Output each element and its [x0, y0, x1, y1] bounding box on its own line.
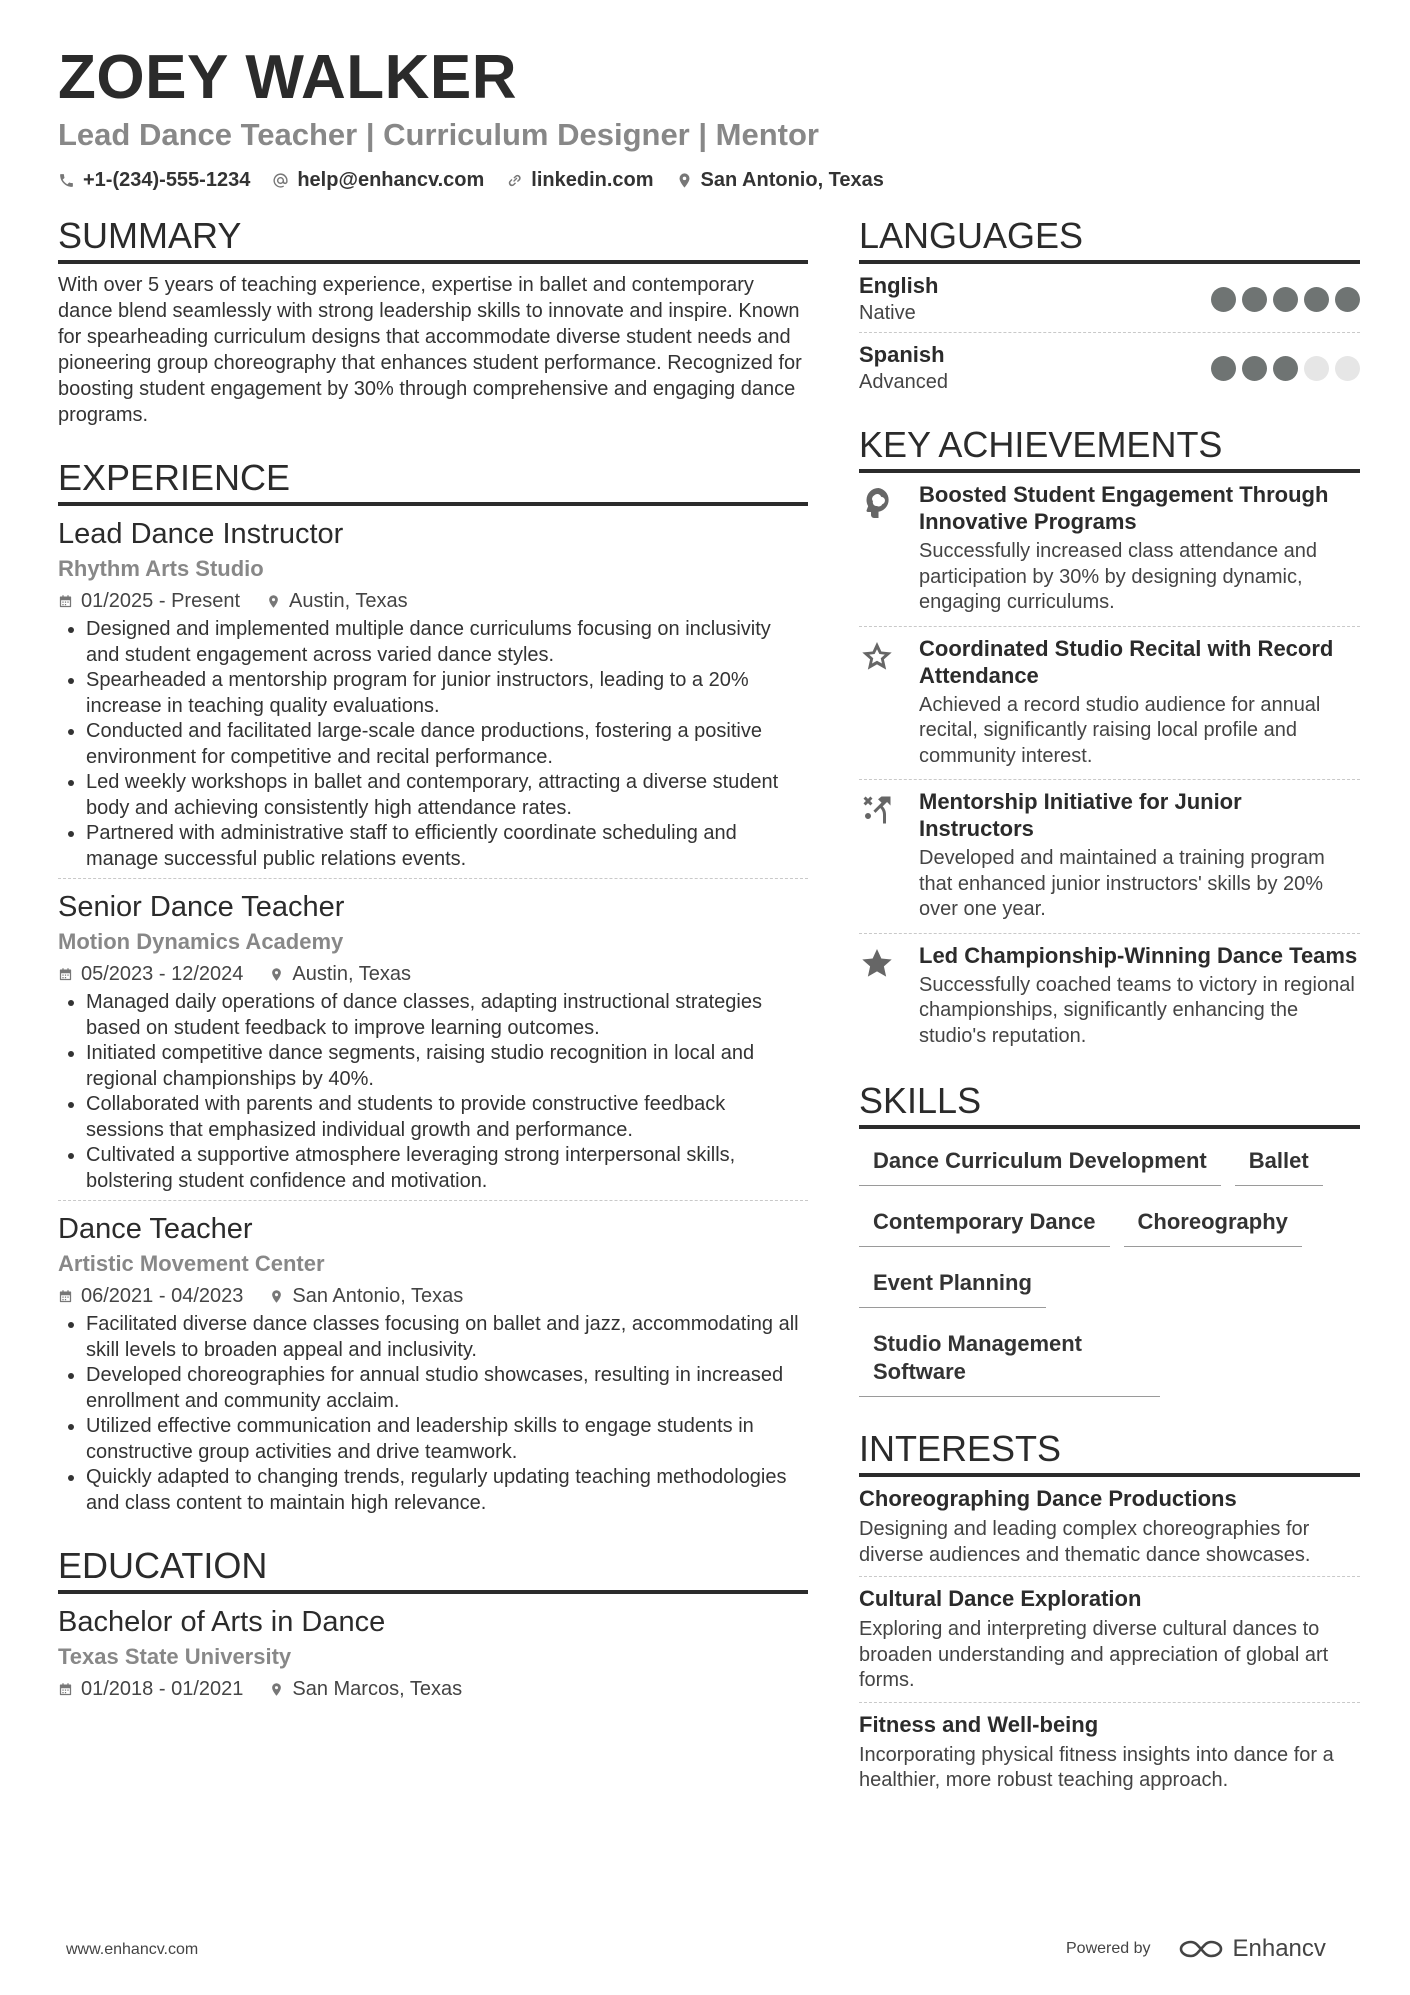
- job-location: [266, 587, 408, 615]
- education-entry: [58, 1604, 808, 1709]
- education-dates-text: 01/2018 - 01/2021: [81, 1678, 244, 1700]
- achievement-item: [859, 934, 1360, 1060]
- interests-heading: INTERESTS: [859, 1427, 1360, 1477]
- job-dates: [58, 960, 243, 988]
- skills-list: [859, 1135, 1360, 1407]
- job-bullet: • Led weekly workshops in ballet and contemporary, attracting a diverse student body and achieving consistently high attendance rates.: [86, 770, 808, 821]
- calendar-icon: [58, 967, 73, 982]
- job-entry: [58, 516, 808, 879]
- education-degree: Bachelor of Arts in Dance: [58, 1606, 386, 1638]
- footer-branding: [1066, 1935, 1326, 1963]
- rating-dot: [1273, 356, 1298, 381]
- education-location-text: San Marcos, Texas: [292, 1678, 463, 1700]
- rating-dot: [1273, 287, 1298, 312]
- job-meta: [58, 960, 808, 988]
- job-bullet: • Quickly adapted to changing trends, regularly updating teaching methodologies and class content to maintain high relevance.: [86, 1465, 808, 1516]
- rating-dot: [1242, 356, 1267, 381]
- job-meta: [58, 1282, 808, 1310]
- job-location: [269, 960, 411, 988]
- star-outline-icon: [859, 639, 895, 675]
- achievements-heading: KEY ACHIEVEMENTS: [859, 423, 1360, 473]
- summary-text: With over 5 years of teaching experience, expertise in ballet and contemporary dance blend seamlessly with strong leadership skills to innovate and inspire. Known for spearheading curriculum designs that accommodate diverse student needs and pioneering group choreography that enhances student performance. Recognized for boosting student engagement by 30% through comprehensive and engaging dance programs.: [58, 274, 802, 426]
- job-bullet: • Managed daily operations of dance classes, adapting instructional strategies based on student feedback to improve learning outcomes.: [86, 990, 808, 1041]
- skills-heading: SKILLS: [859, 1079, 1360, 1129]
- contact-linkedin[interactable]: [506, 169, 653, 192]
- education-school: Texas State University: [58, 1644, 292, 1669]
- language-item: [859, 333, 1360, 401]
- rating-dot: [1242, 287, 1267, 312]
- languages-list: [859, 264, 1360, 401]
- language-name: English: [859, 273, 939, 298]
- job-location-text: Austin, Texas: [289, 590, 408, 612]
- job-bullet: • Cultivated a supportive atmosphere leveraging strong interpersonal skills, bolstering student confidence and motivation.: [86, 1143, 808, 1194]
- calendar-icon: [58, 594, 73, 609]
- job-bullet: • Spearheaded a mentorship program for junior instructors, leading to a 20% increase in teaching quality evaluations.: [86, 668, 808, 719]
- candidate-title: Lead Dance Teacher | Curriculum Designer | Mentor: [58, 117, 819, 152]
- job-location-text: Austin, Texas: [292, 963, 411, 985]
- rating-dot: [1304, 356, 1329, 381]
- language-rating: [1211, 287, 1360, 312]
- rating-dot: [1211, 287, 1236, 312]
- contact-location: [676, 169, 884, 192]
- contact-email[interactable]: [272, 169, 484, 192]
- language-name: Spanish: [859, 342, 945, 367]
- job-location: [269, 1282, 463, 1310]
- achievement-item: [859, 780, 1360, 934]
- skill-tag: Studio Management Software: [859, 1318, 1160, 1397]
- education-heading: EDUCATION: [58, 1544, 808, 1594]
- language-level: Native: [859, 302, 916, 324]
- achievement-desc: Successfully coached teams to victory in regional championships, significantly enhancing the studio's reputation.: [919, 973, 1355, 1047]
- education-location: [269, 1675, 462, 1703]
- achievement-title: Boosted Student Engagement Through Innovative Programs: [919, 482, 1329, 534]
- job-bullet: • Initiated competitive dance segments, raising studio recognition in local and regional championships by 40%.: [86, 1041, 808, 1092]
- job-bullet: • Partnered with administrative staff to efficiently coordinate scheduling and manage successful public relations events.: [86, 821, 808, 872]
- right-column: [859, 214, 1360, 1802]
- brand-name: Enhancv: [1232, 1935, 1326, 1962]
- star-icon: [859, 946, 895, 982]
- rating-dot: [1304, 287, 1329, 312]
- strategy-icon: [859, 792, 895, 828]
- calendar-icon: [58, 1682, 73, 1697]
- language-rating: [1211, 356, 1360, 381]
- job-role: Dance Teacher: [58, 1213, 253, 1245]
- rating-dot: [1335, 287, 1360, 312]
- interest-title: Cultural Dance Exploration: [859, 1586, 1142, 1611]
- achievement-title: Led Championship-Winning Dance Teams: [919, 942, 1358, 968]
- job-company: Rhythm Arts Studio: [58, 556, 264, 581]
- job-bullet: • Collaborated with parents and students to provide constructive feedback sessions that emphasized individual growth and performance.: [86, 1092, 808, 1143]
- location-text: San Antonio, Texas: [700, 169, 884, 191]
- head-icon: [859, 485, 895, 521]
- location-pin-icon: [266, 594, 281, 609]
- job-company: Motion Dynamics Academy: [58, 929, 344, 954]
- job-dates-text: 01/2025 - Present: [81, 590, 240, 612]
- interest-desc: Incorporating physical fitness insights into dance for a healthier, more robust teaching approach.: [859, 1743, 1334, 1791]
- interest-desc: Exploring and interpreting diverse cultural dances to broaden understanding and appreciation of global art forms.: [859, 1618, 1329, 1691]
- job-bullet: • Developed choreographies for annual studio showcases, resulting in increased enrollment and community acclaim.: [86, 1363, 808, 1414]
- phone-text: +1-(234)-555-1234: [83, 169, 251, 191]
- job-bullet: • Utilized effective communication and leadership skills to engage students in constructive group activities and drive teamwork.: [86, 1414, 808, 1465]
- achievement-title: Mentorship Initiative for Junior Instructors: [919, 789, 1242, 841]
- experience-heading: EXPERIENCE: [58, 456, 808, 506]
- achievement-desc: Achieved a record studio audience for annual recital, significantly raising local profile and community interest.: [919, 693, 1321, 767]
- job-bullets: [58, 1312, 808, 1516]
- experience-list: [58, 516, 808, 1522]
- location-pin-icon: [269, 1289, 284, 1304]
- interests-list: [859, 1477, 1360, 1802]
- calendar-icon: [58, 1289, 73, 1304]
- language-level: Advanced: [859, 371, 948, 393]
- job-bullets: [58, 990, 808, 1194]
- skill-tag: Choreography: [1124, 1196, 1302, 1247]
- location-pin-icon: [269, 1682, 284, 1697]
- skill-tag: Event Planning: [859, 1257, 1046, 1308]
- job-bullet: • Facilitated diverse dance classes focusing on ballet and jazz, accommodating all skill levels to broaden appeal and inclusivity.: [86, 1312, 808, 1363]
- job-location-text: San Antonio, Texas: [292, 1285, 464, 1307]
- achievement-desc: Successfully increased class attendance and participation by 30% by designing dynamic, engaging curriculums.: [919, 540, 1318, 613]
- achievements-list: [859, 473, 1360, 1059]
- achievement-desc: Developed and maintained a training program that enhanced junior instructors' skills by 20% over one year.: [919, 847, 1325, 920]
- interest-item: [859, 1477, 1360, 1577]
- candidate-name: ZOEY WALKER: [58, 43, 518, 112]
- education-meta: [58, 1675, 808, 1703]
- footer-website[interactable]: www.enhancv.com: [66, 1941, 199, 1958]
- interest-item: [859, 1703, 1360, 1802]
- job-meta: [58, 587, 808, 615]
- achievement-item: [859, 627, 1360, 781]
- interest-title: Choreographing Dance Productions: [859, 1486, 1237, 1511]
- location-pin-icon: [269, 967, 284, 982]
- enhancv-logo[interactable]: [1177, 1935, 1326, 1963]
- rating-dot: [1335, 356, 1360, 381]
- skill-tag: Dance Curriculum Development: [859, 1135, 1221, 1186]
- skill-tag: Contemporary Dance: [859, 1196, 1110, 1247]
- linkedin-text: linkedin.com: [531, 169, 654, 191]
- education-dates: [58, 1675, 243, 1703]
- email-text: help@enhancv.com: [297, 169, 485, 191]
- skill-tag: Ballet: [1235, 1135, 1323, 1186]
- contact-phone[interactable]: [58, 169, 250, 192]
- job-bullet: • Conducted and facilitated large-scale dance productions, fostering a positive environment for competitive and recital performance.: [86, 719, 808, 770]
- job-company: Artistic Movement Center: [58, 1251, 325, 1276]
- job-dates: [58, 587, 240, 615]
- summary-heading: SUMMARY: [58, 214, 808, 264]
- achievement-title: Coordinated Studio Recital with Record Attendance: [919, 635, 1334, 688]
- location-pin-icon: [676, 172, 693, 189]
- job-bullet: • Designed and implemented multiple dance curriculums focusing on inclusivity and student engagement across varied dance styles.: [86, 617, 808, 668]
- job-dates-text: 06/2021 - 04/2023: [81, 1285, 244, 1307]
- interest-desc: Designing and leading complex choreographies for diverse audiences and thematic dance showcases.: [859, 1518, 1311, 1566]
- job-dates: [58, 1282, 243, 1310]
- job-entry: [58, 1211, 808, 1522]
- job-bullets: [58, 617, 808, 872]
- language-item: [859, 264, 1360, 333]
- languages-heading: LANGUAGES: [859, 214, 1360, 264]
- powered-by-text: Powered by: [1066, 1940, 1151, 1957]
- job-role: Lead Dance Instructor: [58, 518, 344, 550]
- interest-item: [859, 1577, 1360, 1703]
- enhancv-logo-icon: [1177, 1937, 1225, 1961]
- contact-bar: [58, 169, 884, 192]
- rating-dot: [1211, 356, 1236, 381]
- job-dates-text: 05/2023 - 12/2024: [81, 963, 244, 985]
- achievement-item: [859, 473, 1360, 627]
- left-column: [58, 214, 808, 1709]
- job-entry: [58, 889, 808, 1201]
- link-icon: [506, 172, 523, 189]
- phone-icon: [58, 172, 75, 189]
- at-icon: [272, 172, 289, 189]
- interest-title: Fitness and Well-being: [859, 1711, 1099, 1737]
- job-role: Senior Dance Teacher: [58, 891, 345, 923]
